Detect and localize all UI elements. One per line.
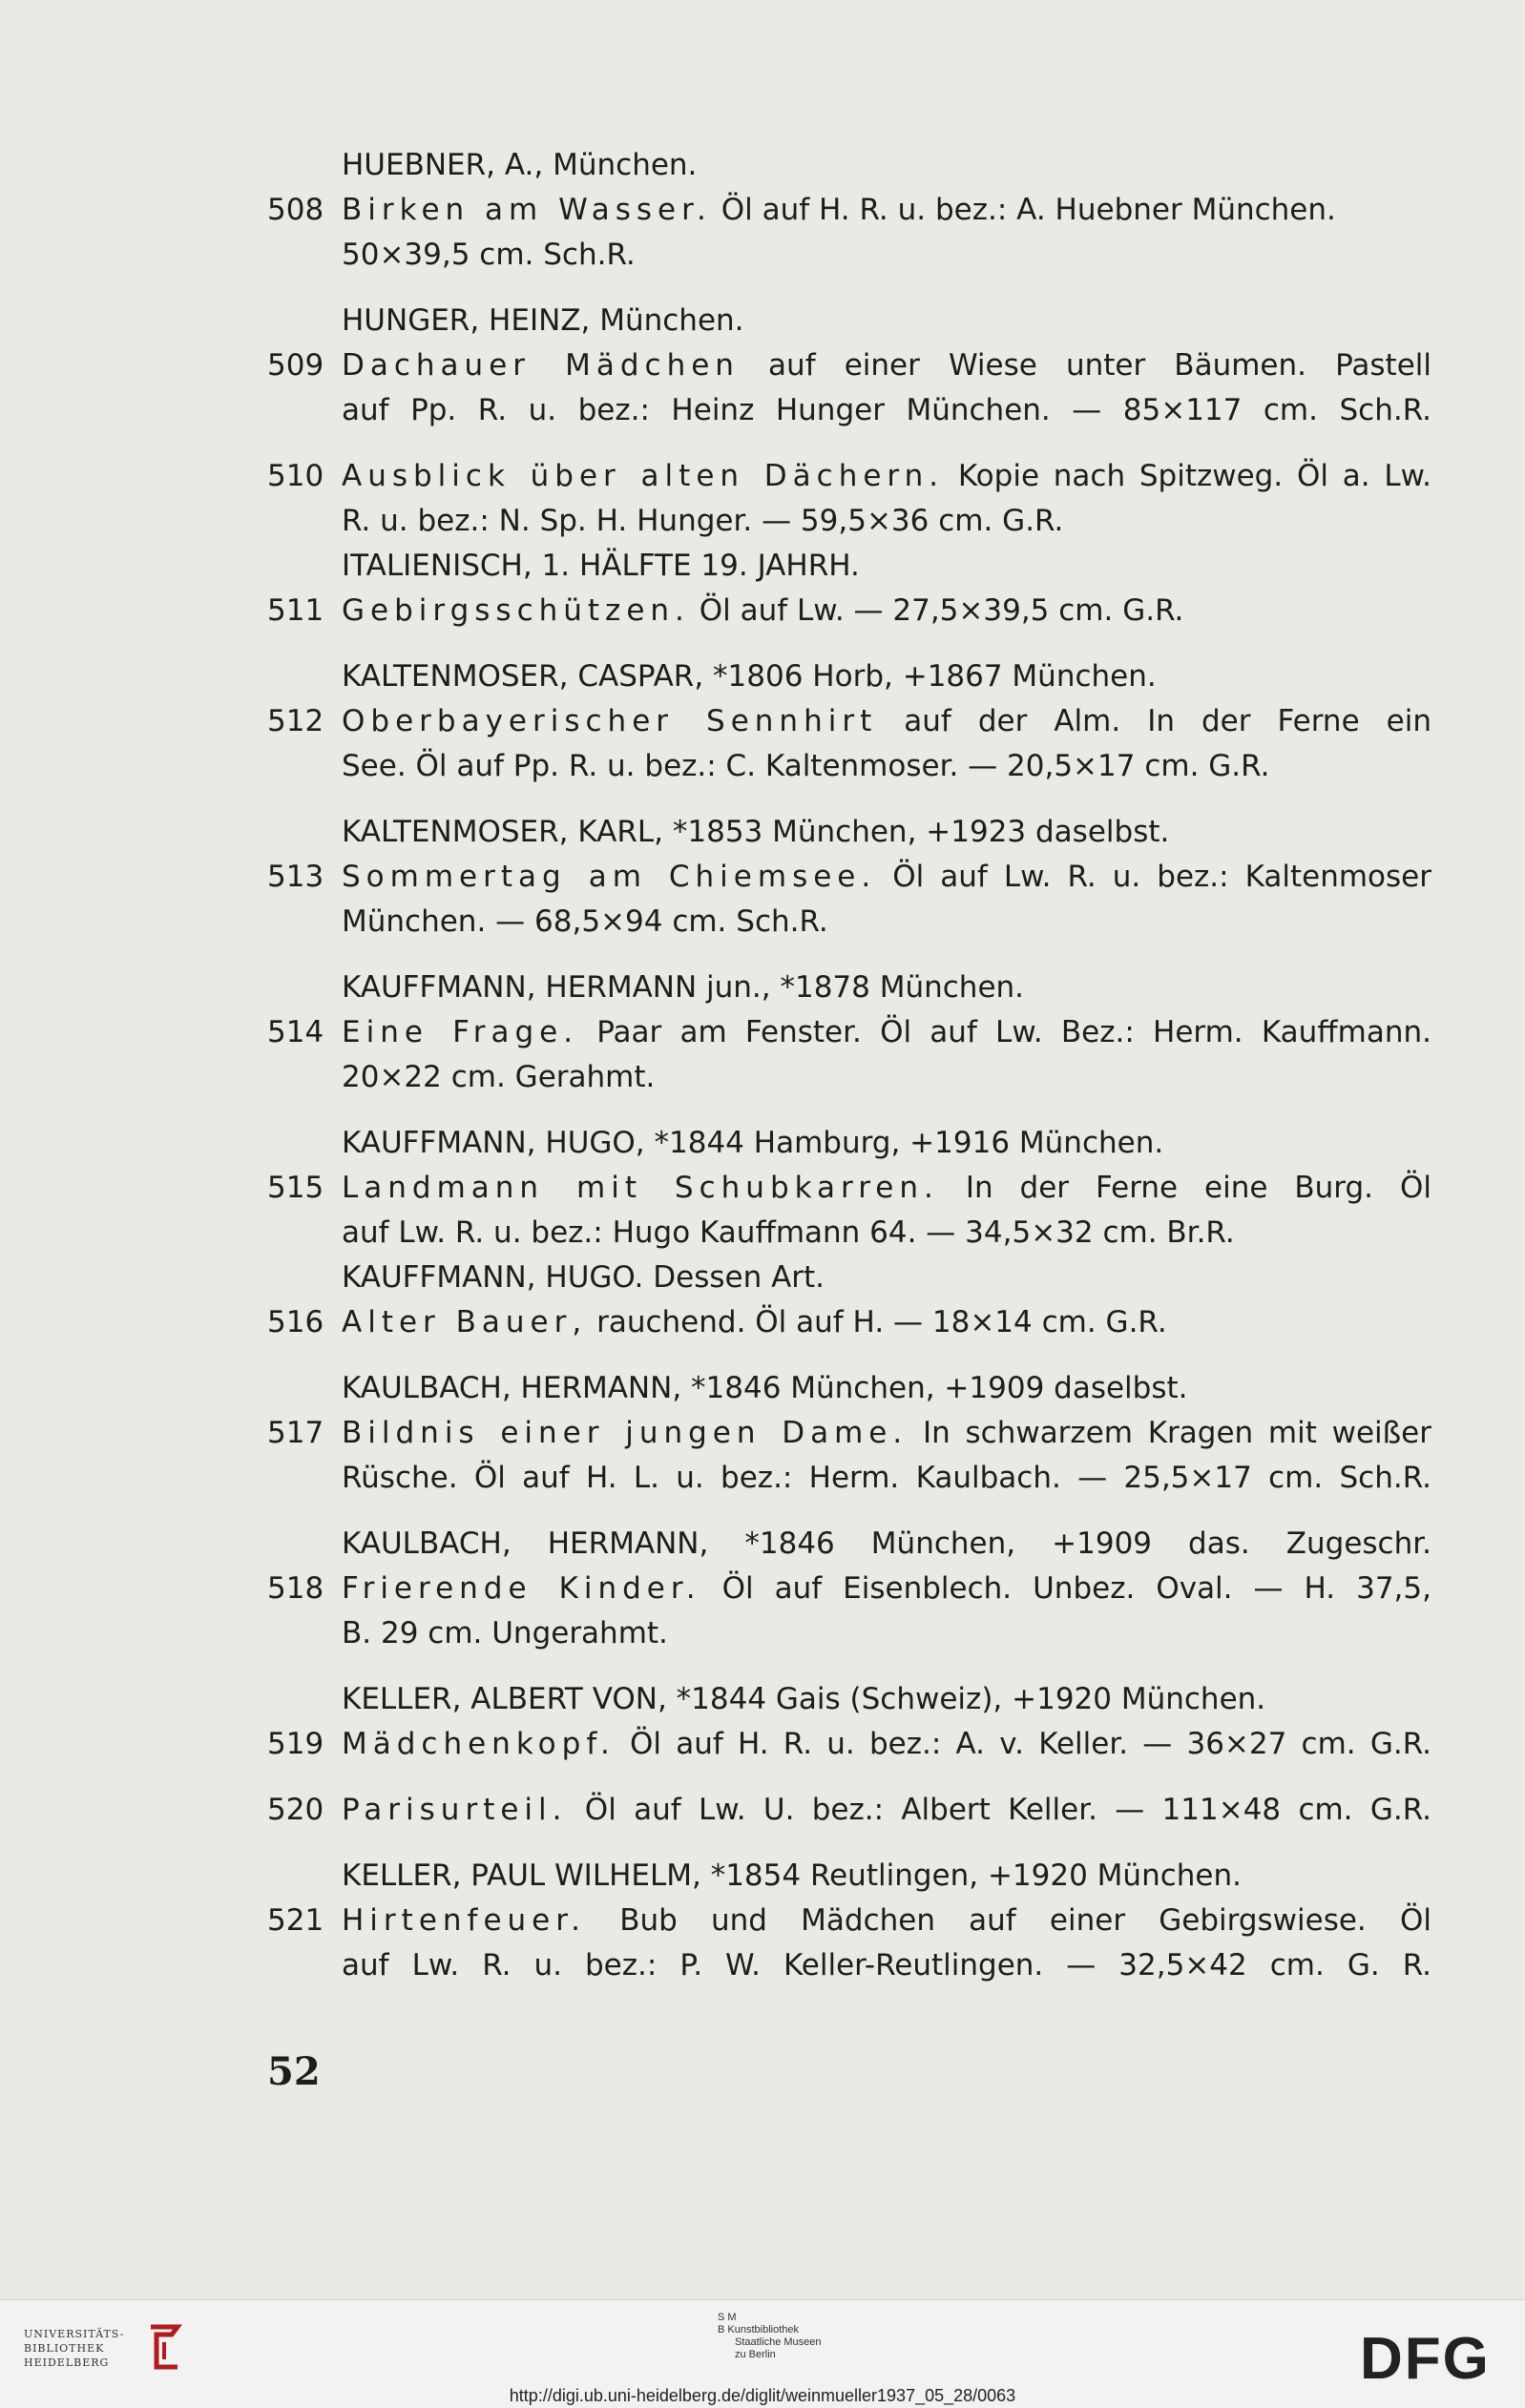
artist-heading xyxy=(267,965,1431,1010)
artist-heading xyxy=(267,1677,1431,1722)
entry-continuation: auf Lw. R. u. bez.: P. W. Keller-Reutlingen. — 32,5×42 cm. G. R. xyxy=(342,1948,1431,1982)
artist-name: KELLER, PAUL WILHELM, *1854 Reutlingen, +1920 München. xyxy=(342,1858,1242,1893)
artist-name: KAUFFMANN, HERMANN jun., *1878 München. xyxy=(342,970,1025,1005)
permalink-url[interactable]: http://digi.ub.uni-heidelberg.de/diglit/weinmueller1937_05_28/0063 xyxy=(509,2386,1016,2405)
artwork-title: Eine Frage. xyxy=(342,1015,579,1049)
entry-line xyxy=(267,855,1431,900)
lot-number: 509 xyxy=(267,348,324,383)
artist-name: HUNGER, HEINZ, München. xyxy=(342,303,744,338)
smb-line-4: zu Berlin xyxy=(735,2349,776,2360)
lot-number: 518 xyxy=(267,1571,324,1606)
artist-name: KAUFFMANN, HUGO. Dessen Art. xyxy=(342,1260,825,1295)
university-emblem-icon xyxy=(143,2321,185,2377)
artist-name: KAULBACH, HERMANN, *1846 München, +1909 daselbst. xyxy=(342,1371,1188,1405)
artist-name: HUEBNER, A., München. xyxy=(342,148,698,182)
entry-spacer xyxy=(267,1833,1431,1854)
artwork-details: auf der Alm. In der Ferne ein xyxy=(877,704,1431,738)
entry-line xyxy=(267,343,1431,388)
entry-line xyxy=(267,1943,1431,1988)
artwork-details: Öl auf Lw. U. bez.: Albert Keller. — 111×48 cm. G.R. xyxy=(567,1793,1431,1827)
smb-kunstbibliothek-logo[interactable] xyxy=(718,2312,822,2361)
university-library-logo[interactable] xyxy=(24,2327,148,2370)
artwork-title: Oberbayerischer Sennhirt xyxy=(342,704,878,738)
artist-heading xyxy=(267,299,1431,343)
artwork-details: In der Ferne eine Burg. Öl xyxy=(938,1171,1431,1205)
entry-line xyxy=(267,744,1431,789)
smb-line-2: B Kunstbibliothek xyxy=(718,2324,799,2335)
entry-spacer xyxy=(267,1656,1431,1677)
smb-line-1: S M xyxy=(718,2312,737,2323)
entry-line xyxy=(267,188,1431,233)
entry-line xyxy=(267,1211,1431,1256)
entry-description xyxy=(342,1300,1431,1345)
lot-number: 513 xyxy=(267,860,324,894)
entry-line xyxy=(267,1411,1431,1456)
entry-line xyxy=(267,1300,1431,1345)
entry-spacer xyxy=(267,945,1431,965)
entry-line xyxy=(267,1611,1431,1656)
artist-heading xyxy=(267,810,1431,855)
entry-line xyxy=(267,388,1431,433)
artist-heading xyxy=(267,1366,1431,1411)
artwork-title: Birken am Wasser. xyxy=(342,193,712,227)
entry-spacer xyxy=(267,1767,1431,1788)
entry-spacer xyxy=(267,433,1431,454)
entry-continuation: 20×22 cm. Gerahmt. xyxy=(342,1060,656,1094)
entry-description xyxy=(342,454,1431,499)
entry-spacer xyxy=(267,278,1431,299)
entry-line xyxy=(267,900,1431,945)
entry-description xyxy=(342,1166,1431,1211)
entry-line xyxy=(267,454,1431,499)
lot-number: 510 xyxy=(267,459,324,493)
entry-description xyxy=(342,1899,1431,1943)
entry-continuation: See. Öl auf Pp. R. u. bez.: C. Kaltenmoser. — 20,5×17 cm. G.R. xyxy=(342,749,1270,783)
artwork-title: Hirtenfeuer. xyxy=(342,1903,587,1938)
entry-continuation: auf Pp. R. u. bez.: Heinz Hunger München. — 85×117 cm. Sch.R. xyxy=(342,393,1431,427)
artwork-title: Ausblick über alten Dächern. xyxy=(342,459,945,493)
artwork-title: Landmann mit Schubkarren. xyxy=(342,1171,939,1205)
artist-name: KAULBACH, HERMANN, *1846 München, +1909 das. Zugeschr. xyxy=(342,1526,1431,1561)
lot-number: 519 xyxy=(267,1727,324,1761)
artwork-details: Bub und Mädchen auf einer Gebirgswiese. Öl xyxy=(586,1903,1431,1938)
artist-name: ITALIENISCH, 1. HÄLFTE 19. JAHRH. xyxy=(342,549,860,583)
entry-line xyxy=(267,699,1431,744)
entry-spacer xyxy=(267,1501,1431,1522)
entry-line xyxy=(267,1722,1431,1767)
lot-number: 508 xyxy=(267,193,324,227)
artwork-title: Frierende Kinder. xyxy=(342,1571,701,1606)
entry-description xyxy=(342,699,1431,744)
entry-continuation: München. — 68,5×94 cm. Sch.R. xyxy=(342,904,828,939)
entry-spacer xyxy=(267,789,1431,810)
artist-heading xyxy=(267,544,1431,589)
artwork-details: Öl auf Lw. R. u. bez.: Kaltenmoser xyxy=(876,860,1431,894)
entry-continuation: B. 29 cm. Ungerahmt. xyxy=(342,1616,668,1650)
entry-line xyxy=(267,1010,1431,1055)
lot-number: 517 xyxy=(267,1416,324,1450)
entry-line xyxy=(267,1567,1431,1611)
artwork-details: In schwarzem Kragen mit weißer xyxy=(908,1416,1431,1450)
university-line-3: HEIDELBERG xyxy=(24,2356,110,2369)
catalog-entries xyxy=(267,143,1431,1988)
entry-description xyxy=(342,188,1431,233)
entry-spacer xyxy=(267,633,1431,654)
artwork-details: Kopie nach Spitzweg. Öl a. Lw. xyxy=(944,459,1431,493)
artwork-title: Alter Bauer, xyxy=(342,1305,588,1339)
entry-continuation: R. u. bez.: N. Sp. H. Hunger. — 59,5×36 cm. G.R. xyxy=(342,504,1064,538)
lot-number: 516 xyxy=(267,1305,324,1339)
artwork-details: Öl auf H. R. u. bez.: A. v. Keller. — 36×27 cm. G.R. xyxy=(615,1727,1431,1761)
artist-heading xyxy=(267,1522,1431,1567)
lot-number: 520 xyxy=(267,1793,324,1827)
entry-description xyxy=(342,1567,1431,1611)
lot-number: 515 xyxy=(267,1171,324,1205)
entry-description xyxy=(342,343,1431,388)
entry-line xyxy=(267,499,1431,544)
artwork-title: Sommertag am Chiemsee. xyxy=(342,860,877,894)
entry-description xyxy=(342,1411,1431,1456)
university-line-2: BIBLIOTHEK xyxy=(24,2342,105,2355)
artist-heading xyxy=(267,654,1431,699)
smb-line-3: Staatliche Museen xyxy=(735,2336,822,2348)
entry-line xyxy=(267,1456,1431,1501)
page-number: 52 xyxy=(267,2049,321,2094)
entry-description xyxy=(342,589,1431,633)
entry-continuation: auf Lw. R. u. bez.: Hugo Kauffmann 64. — 34,5×32 cm. Br.R. xyxy=(342,1215,1235,1250)
artwork-details: Öl auf H. R. u. bez.: A. Huebner München. xyxy=(711,193,1336,227)
entry-line xyxy=(267,233,1431,278)
artwork-details: Paar am Fenster. Öl auf Lw. Bez.: Herm. Kauffmann. xyxy=(578,1015,1431,1049)
dfg-logo[interactable]: DFG xyxy=(1360,2326,1491,2392)
artwork-details: Öl auf Eisenblech. Unbez. Oval. — H. 37,5, xyxy=(700,1571,1431,1606)
entry-line xyxy=(267,1166,1431,1211)
artist-heading xyxy=(267,1256,1431,1300)
artist-heading xyxy=(267,1121,1431,1166)
artist-heading xyxy=(267,143,1431,188)
entry-description xyxy=(342,1010,1431,1055)
lot-number: 511 xyxy=(267,593,324,628)
lot-number: 521 xyxy=(267,1903,324,1938)
entry-spacer xyxy=(267,1345,1431,1366)
entry-line xyxy=(267,1899,1431,1943)
artwork-title: Mädchenkopf. xyxy=(342,1727,616,1761)
entry-description xyxy=(342,1788,1431,1833)
entry-spacer xyxy=(267,1100,1431,1121)
artwork-title: Bildnis einer jungen Dame. xyxy=(342,1416,909,1450)
university-line-1: UNIVERSITÄTS- xyxy=(24,2328,125,2340)
lot-number: 514 xyxy=(267,1015,324,1049)
artwork-details: rauchend. Öl auf H. — 18×14 cm. G.R. xyxy=(587,1305,1167,1339)
entry-continuation: Rüsche. Öl auf H. L. u. bez.: Herm. Kaulbach. — 25,5×17 cm. Sch.R. xyxy=(342,1461,1431,1495)
artist-name: KELLER, ALBERT VON, *1844 Gais (Schweiz), +1920 München. xyxy=(342,1682,1266,1716)
lot-number: 512 xyxy=(267,704,324,738)
entry-description xyxy=(342,1722,1431,1767)
artwork-title: Dachauer Mädchen xyxy=(342,348,740,383)
artist-name: KAUFFMANN, HUGO, *1844 Hamburg, +1916 München. xyxy=(342,1126,1164,1160)
artwork-details: auf einer Wiese unter Bäumen. Pastell xyxy=(739,348,1431,383)
entry-description xyxy=(342,855,1431,900)
artwork-details: Öl auf Lw. — 27,5×39,5 cm. G.R. xyxy=(689,593,1184,628)
artwork-title: Gebirgsschützen. xyxy=(342,593,690,628)
entry-line xyxy=(267,1055,1431,1100)
artist-heading xyxy=(267,1854,1431,1899)
artist-name: KALTENMOSER, KARL, *1853 München, +1923 daselbst. xyxy=(342,815,1170,849)
entry-line xyxy=(267,1788,1431,1833)
entry-continuation: 50×39,5 cm. Sch.R. xyxy=(342,238,636,272)
entry-line xyxy=(267,589,1431,633)
artist-name: KALTENMOSER, CASPAR, *1806 Horb, +1867 München. xyxy=(342,659,1157,694)
viewer-footer xyxy=(0,2299,1525,2408)
artwork-title: Parisurteil. xyxy=(342,1793,568,1827)
